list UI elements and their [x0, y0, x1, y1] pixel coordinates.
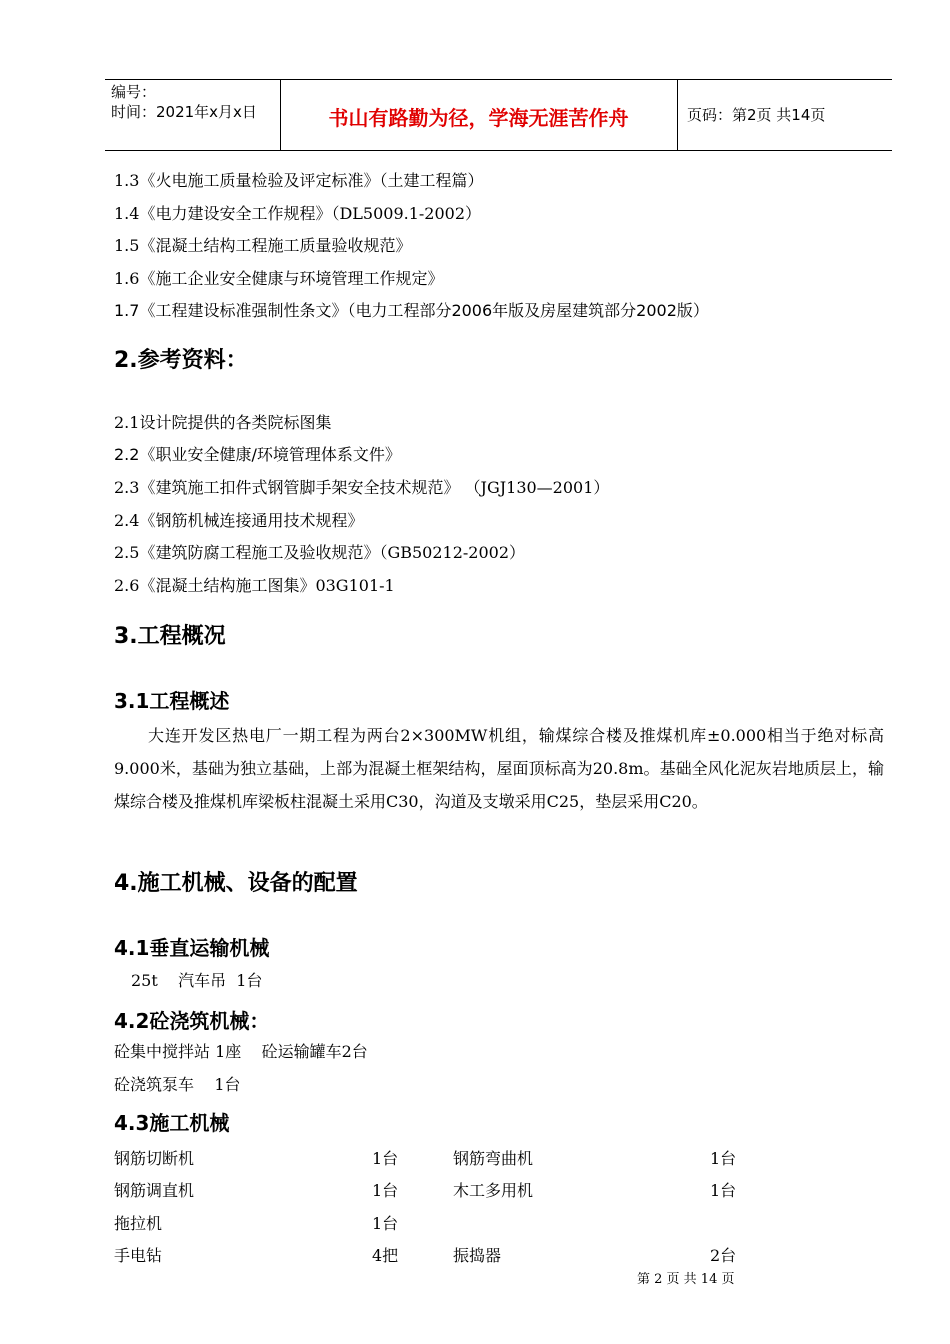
equipment-line: 砼浇筑泵车 1台	[114, 1075, 241, 1094]
header-page-number: 页码：第2页 共14页	[687, 106, 826, 124]
list-item: 2.3《建筑施工扣件式钢管脚手架安全技术规范》 （JGJ130—2001）	[114, 478, 610, 497]
subsection-heading: 4.3施工机械	[114, 1111, 230, 1135]
section-heading: 2.参考资料：	[114, 348, 248, 373]
subsection-heading: 4.2砼浇筑机械：	[114, 1009, 270, 1033]
subsection-heading: 4.1垂直运输机械	[114, 936, 270, 960]
page-footer: 第 2 页 共 14 页	[637, 1272, 735, 1287]
section-heading: 3.工程概况	[114, 624, 226, 649]
list-item: 2.5《建筑防腐工程施工及验收规范》（GB50212-2002）	[114, 543, 526, 562]
machine-name: 钢筋调直机	[114, 1181, 195, 1200]
machine-name: 钢筋弯曲机	[453, 1149, 534, 1168]
machine-qty: 1台	[372, 1181, 399, 1200]
list-item: 1.5《混凝土结构工程施工质量验收规范》	[114, 236, 412, 255]
list-item: 1.7《工程建设标准强制性条文》（电力工程部分2006年版及房屋建筑部分2002版）	[114, 301, 709, 320]
machine-name: 手电钻	[114, 1246, 163, 1265]
equipment-line: 25t 汽车吊 1台	[131, 971, 263, 990]
header-left	[111, 82, 257, 122]
machine-name: 拖拉机	[114, 1214, 163, 1233]
list-item: 2.1设计院提供的各类院标图集	[114, 413, 332, 432]
list-item: 1.4《电力建设安全工作规程》（DL5009.1-2002）	[114, 204, 482, 223]
machine-qty: 1台	[710, 1149, 737, 1168]
document-date: 时间：2021年x月x日	[111, 103, 257, 121]
machine-name: 振捣器	[453, 1246, 502, 1265]
header-motto: 书山有路勤为径，学海无涯苦作舟	[328, 106, 629, 130]
list-item: 2.4《钢筋机械连接通用技术规程》	[114, 511, 364, 530]
machine-name: 钢筋切断机	[114, 1149, 195, 1168]
machine-qty: 4把	[372, 1246, 399, 1265]
section-heading: 4.施工机械、设备的配置	[114, 871, 358, 896]
subsection-heading: 3.1工程概述	[114, 689, 230, 713]
header-divider	[677, 80, 678, 150]
machine-qty: 2台	[710, 1246, 737, 1265]
list-item: 2.6《混凝土结构施工图集》03G101-1	[114, 576, 395, 595]
machine-name: 木工多用机	[453, 1181, 534, 1200]
machine-qty: 1台	[372, 1214, 399, 1233]
equipment-line: 砼集中搅拌站 1座 砼运输罐车2台	[114, 1042, 368, 1061]
document-number: 编号：	[111, 83, 157, 101]
header-table	[105, 79, 892, 151]
list-item: 2.2《职业安全健康/环境管理体系文件》	[114, 445, 401, 464]
overview-paragraph: 大连开发区热电厂一期工程为两台2×300MW机组，输煤综合楼及推煤机库±0.000相当于绝对标高9.000米，基础为独立基础，上部为混凝土框架结构，屋面顶标高为20.8m。基础全风化泥灰岩地质层上，输煤综合楼及推煤机库梁板柱混凝土采用C30，沟道及支墩采用C25，垫层采用C20。	[114, 726, 884, 811]
list-item: 1.3《火电施工质量检验及评定标准》（土建工程篇）	[114, 171, 484, 190]
machine-qty: 1台	[372, 1149, 399, 1168]
list-item: 1.6《施工企业安全健康与环境管理工作规定》	[114, 269, 444, 288]
machine-qty: 1台	[710, 1181, 737, 1200]
